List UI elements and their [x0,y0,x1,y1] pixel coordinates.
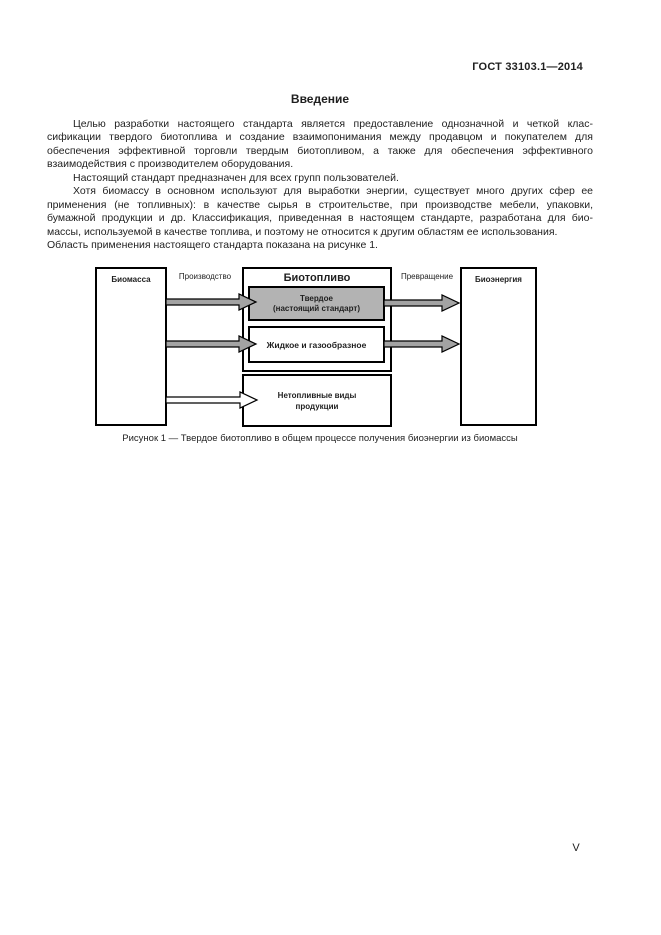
paragraph-line: бумажной продукции и др. Классификация, приведенная в настоящем стандарте, разработана для био- [47,212,593,225]
nonfuel-products-box [242,374,392,427]
figure-caption: Рисунок 1 — Твердое биотопливо в общем процессе получения биоэнергии из биомассы [122,433,518,444]
production-label: Производство [178,272,232,281]
liquid-gaseous-box [248,326,385,363]
paragraph-line: массы, используемой в качестве топлива, и поэтому не относится к другим областям ее использования. [47,225,558,238]
nonfuel-label-line2: продукции [295,401,339,411]
paragraph-line: применения (не топливных): в качестве сырья в строительстве, при производстве мебели, упаковки, [47,198,593,211]
solid-to-bioenergy-arrow [384,295,459,311]
biofuel-title: Биотопливо [283,272,351,284]
biomass-box-label: Биомасса [111,275,151,284]
paragraph-line: взаимодействия с производителем оборудования. [47,158,294,171]
paragraph-line: сификации твердого биотоплива и создание взаимопонимания между продавцом и покупателем для [47,131,593,144]
liquid-to-bioenergy-arrow [384,336,459,352]
solid-biofuel-label-line2: (настоящий стандарт) [272,303,360,313]
paragraph-line: Настоящий стандарт предназначен для всех групп пользователей. [73,171,399,184]
biomass-box [95,267,167,426]
conversion-label: Превращение [400,272,454,281]
page-title: Введение [290,92,350,106]
paragraph-line: Область применения настоящего стандарта показана на рисунке 1. [47,239,378,252]
nonfuel-label-line1: Нетопливные виды [277,390,357,400]
paragraph-line: Хотя биомассу в основном используют для выработки энергии, существует много других сфер ее [73,185,593,198]
doc-number: ГОСТ 33103.1—2014 [472,61,583,73]
solid-biofuel-label-line1: Твердое [300,293,333,303]
paragraph-line: Целью разработки настоящего стандарта является предоставление однозначной и четкой клас- [73,118,593,130]
bioenergy-box-label: Биоэнергия [475,275,522,284]
body-text [47,118,593,253]
liquid-gaseous-label: Жидкое и газообразное [266,339,367,350]
paragraph-line: обеспечения эффективной торговли твердым биотопливом, а также для обеспечения эффективного [47,144,593,157]
page-number: V [572,842,580,854]
solid-biofuel-box [248,286,385,321]
bioenergy-box [460,267,537,426]
